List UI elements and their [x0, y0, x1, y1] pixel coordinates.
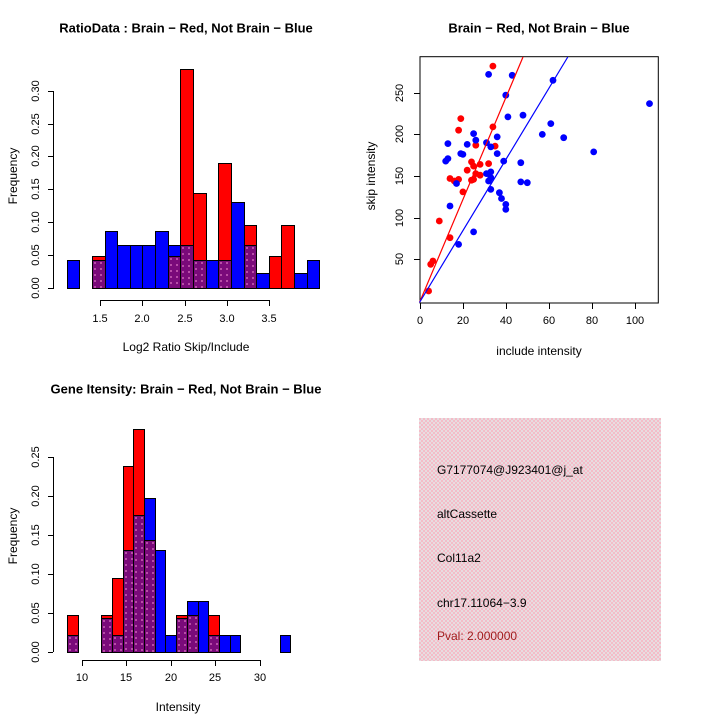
gene-name-text: Col11a2	[437, 551, 481, 565]
blue-bar	[117, 245, 131, 289]
x-tick	[506, 303, 507, 309]
blue-bar	[294, 273, 308, 289]
ratio-histogram-ylabel: Frequency	[6, 147, 20, 205]
x-tick-label: 30	[253, 672, 267, 684]
data-point-blue	[547, 120, 554, 127]
blue-bar	[256, 273, 270, 289]
x-tick-label: 15	[119, 672, 133, 684]
y-tick	[414, 134, 420, 135]
data-point-blue	[590, 149, 597, 156]
y-tick-label: 0.00	[30, 277, 42, 299]
data-point-red	[468, 159, 475, 166]
blue-bar	[142, 245, 156, 289]
overlap-bar	[180, 245, 194, 289]
x-tick	[635, 303, 636, 309]
data-point-red	[477, 161, 484, 168]
y-axis-line	[53, 457, 54, 652]
y-tick-label: 0.25	[30, 113, 42, 135]
x-tick	[100, 300, 101, 306]
y-tick-label: 0.15	[30, 524, 42, 546]
data-point-red	[477, 172, 484, 179]
x-tick	[592, 303, 593, 309]
data-point-red	[430, 258, 437, 265]
red-bar	[281, 225, 295, 289]
data-point-blue	[517, 179, 524, 186]
data-point-red	[490, 124, 497, 131]
data-point-blue	[472, 137, 479, 144]
data-point-blue	[455, 241, 462, 248]
gene-histogram-ylabel: Frequency	[6, 507, 20, 565]
y-axis-line	[53, 91, 54, 289]
y-tick	[48, 496, 53, 497]
data-point-blue	[646, 100, 653, 107]
data-point-blue	[505, 114, 512, 121]
data-point-blue	[487, 169, 494, 176]
x-tick-label: 20	[456, 315, 470, 327]
data-point-blue	[524, 179, 531, 186]
fit-line-red	[420, 57, 524, 303]
x-tick-label: 10	[75, 672, 89, 684]
y-tick-label: 0.20	[30, 145, 42, 167]
data-point-blue	[460, 151, 467, 158]
data-point-red	[472, 170, 479, 177]
gene-histogram-xlabel: Intensity	[155, 700, 201, 714]
x-tick	[549, 303, 550, 309]
data-point-red	[436, 218, 443, 225]
data-point-blue	[445, 140, 452, 147]
data-point-blue	[539, 131, 546, 138]
y-tick-label: 0.05	[30, 602, 42, 624]
scatter-title: Brain − Red, Not Brain − Blue	[448, 20, 630, 36]
blue-bar	[307, 260, 320, 289]
data-point-blue	[483, 170, 490, 177]
y-tick	[48, 535, 53, 536]
x-tick	[463, 303, 464, 309]
data-point-red	[470, 163, 477, 170]
x-tick-label: 1.5	[92, 313, 108, 325]
x-tick-label: 40	[499, 315, 513, 327]
data-point-red	[492, 143, 499, 150]
y-tick	[414, 218, 420, 219]
data-point-red	[425, 288, 432, 295]
y-tick	[48, 156, 53, 157]
data-point-blue	[470, 229, 477, 236]
gene-histogram-title: Gene Itensity: Brain − Red, Not Brain − Blue	[50, 381, 322, 397]
y-tick	[48, 652, 53, 653]
blue-bar	[230, 635, 241, 653]
y-tick-label: 0.15	[30, 178, 42, 200]
overlap-bar	[67, 635, 79, 653]
data-point-blue	[520, 112, 527, 119]
y-tick-label: 0.25	[30, 446, 42, 468]
x-tick-label: 60	[542, 315, 556, 327]
x-tick-label: 2.5	[177, 313, 193, 325]
data-point-blue	[464, 141, 471, 148]
y-tick	[48, 255, 53, 256]
y-tick	[48, 222, 53, 223]
x-tick	[260, 660, 261, 666]
ratio-histogram-title: RatioData : Brain − Red, Not Brain − Blue	[59, 20, 313, 36]
scatter-ylabel: skip intensity	[364, 141, 378, 211]
data-point-blue	[442, 158, 449, 165]
data-point-blue	[485, 71, 492, 78]
data-point-red	[455, 176, 462, 183]
x-tick	[420, 303, 421, 309]
data-point-red	[485, 160, 492, 167]
data-point-blue	[453, 180, 460, 187]
data-point-blue	[550, 77, 557, 84]
overlap-bar	[218, 260, 232, 289]
data-point-red	[451, 178, 458, 185]
data-point-red	[427, 261, 434, 268]
data-point-blue	[500, 158, 507, 165]
data-point-red	[472, 142, 479, 149]
y-tick	[48, 124, 53, 125]
x-tick-label: 100	[625, 315, 645, 327]
data-point-red	[447, 234, 454, 241]
plot-box	[420, 57, 658, 303]
data-point-blue	[483, 139, 490, 146]
data-point-red	[460, 189, 467, 196]
y-tick	[48, 189, 53, 190]
x-tick-label: 3.0	[219, 313, 235, 325]
blue-bar	[280, 635, 291, 653]
data-point-blue	[470, 130, 477, 137]
data-point-blue	[485, 178, 492, 185]
y-tick-label: 0.30	[30, 80, 42, 102]
y-tick	[48, 288, 53, 289]
y-tick-label: 150	[394, 166, 406, 186]
pval-text: Pval: 2.000000	[437, 629, 518, 643]
y-tick-label: 0.10	[30, 211, 42, 233]
data-point-blue	[509, 72, 516, 79]
data-point-blue	[445, 155, 452, 162]
x-tick-label: 25	[208, 672, 222, 684]
data-point-blue	[494, 134, 501, 141]
blue-bar	[67, 260, 80, 289]
overlap-bar	[193, 260, 207, 289]
y-tick	[48, 91, 53, 92]
data-point-blue	[502, 201, 509, 208]
ratio-histogram-xlabel: Log2 Ratio Skip/Include	[122, 340, 250, 354]
x-tick-label: 20	[164, 672, 178, 684]
x-tick-label: 2.0	[134, 313, 150, 325]
data-point-blue	[487, 186, 494, 193]
x-tick	[171, 660, 172, 666]
scatter-xlabel: include intensity	[496, 344, 582, 358]
x-tick-label: 0	[416, 315, 424, 327]
y-tick	[414, 259, 420, 260]
data-point-blue	[447, 203, 454, 210]
y-tick-label: 0.10	[30, 563, 42, 585]
locus-text: chr17.11064−3.9	[437, 596, 527, 610]
event-type-text: altCassette	[437, 507, 498, 521]
overlap-bar	[92, 260, 106, 289]
y-tick-label: 250	[394, 83, 406, 103]
blue-bar	[231, 202, 245, 289]
x-tick-label: 3.5	[261, 313, 277, 325]
y-tick-label: 0.05	[30, 244, 42, 266]
data-point-blue	[560, 134, 567, 141]
data-point-red	[468, 177, 475, 184]
x-tick	[185, 300, 186, 306]
x-tick	[126, 660, 127, 666]
x-tick	[142, 300, 143, 306]
x-tick	[227, 300, 228, 306]
data-point-blue	[496, 189, 503, 196]
data-point-blue	[487, 174, 494, 181]
y-tick-label: 100	[394, 208, 406, 228]
x-tick	[215, 660, 216, 666]
y-tick-label: 50	[394, 252, 406, 266]
data-point-blue	[494, 150, 501, 157]
data-point-blue	[502, 206, 509, 213]
y-tick-label: 0.00	[30, 641, 42, 663]
data-point-red	[464, 167, 471, 174]
y-tick	[414, 93, 420, 94]
y-tick	[48, 457, 53, 458]
data-point-blue	[457, 150, 464, 157]
data-point-red	[470, 176, 477, 183]
probe-id-text: G7177074@J923401@j_at	[437, 463, 583, 477]
data-point-red	[447, 175, 454, 182]
x-tick	[269, 300, 270, 306]
data-point-blue	[487, 144, 494, 151]
x-tick-label: 80	[585, 315, 599, 327]
data-point-red	[455, 127, 462, 134]
data-point-red	[490, 63, 497, 70]
y-tick	[48, 574, 53, 575]
y-tick-label: 0.20	[30, 485, 42, 507]
data-point-blue	[498, 195, 505, 202]
blue-bar	[155, 231, 169, 289]
data-point-blue	[517, 159, 524, 166]
x-tick	[82, 660, 83, 666]
y-tick	[414, 176, 420, 177]
data-point-blue	[502, 92, 509, 99]
data-point-red	[457, 115, 464, 122]
fit-line-blue	[420, 57, 568, 303]
y-tick	[48, 613, 53, 614]
y-tick-label: 200	[394, 124, 406, 144]
gene-info-card	[419, 418, 661, 661]
